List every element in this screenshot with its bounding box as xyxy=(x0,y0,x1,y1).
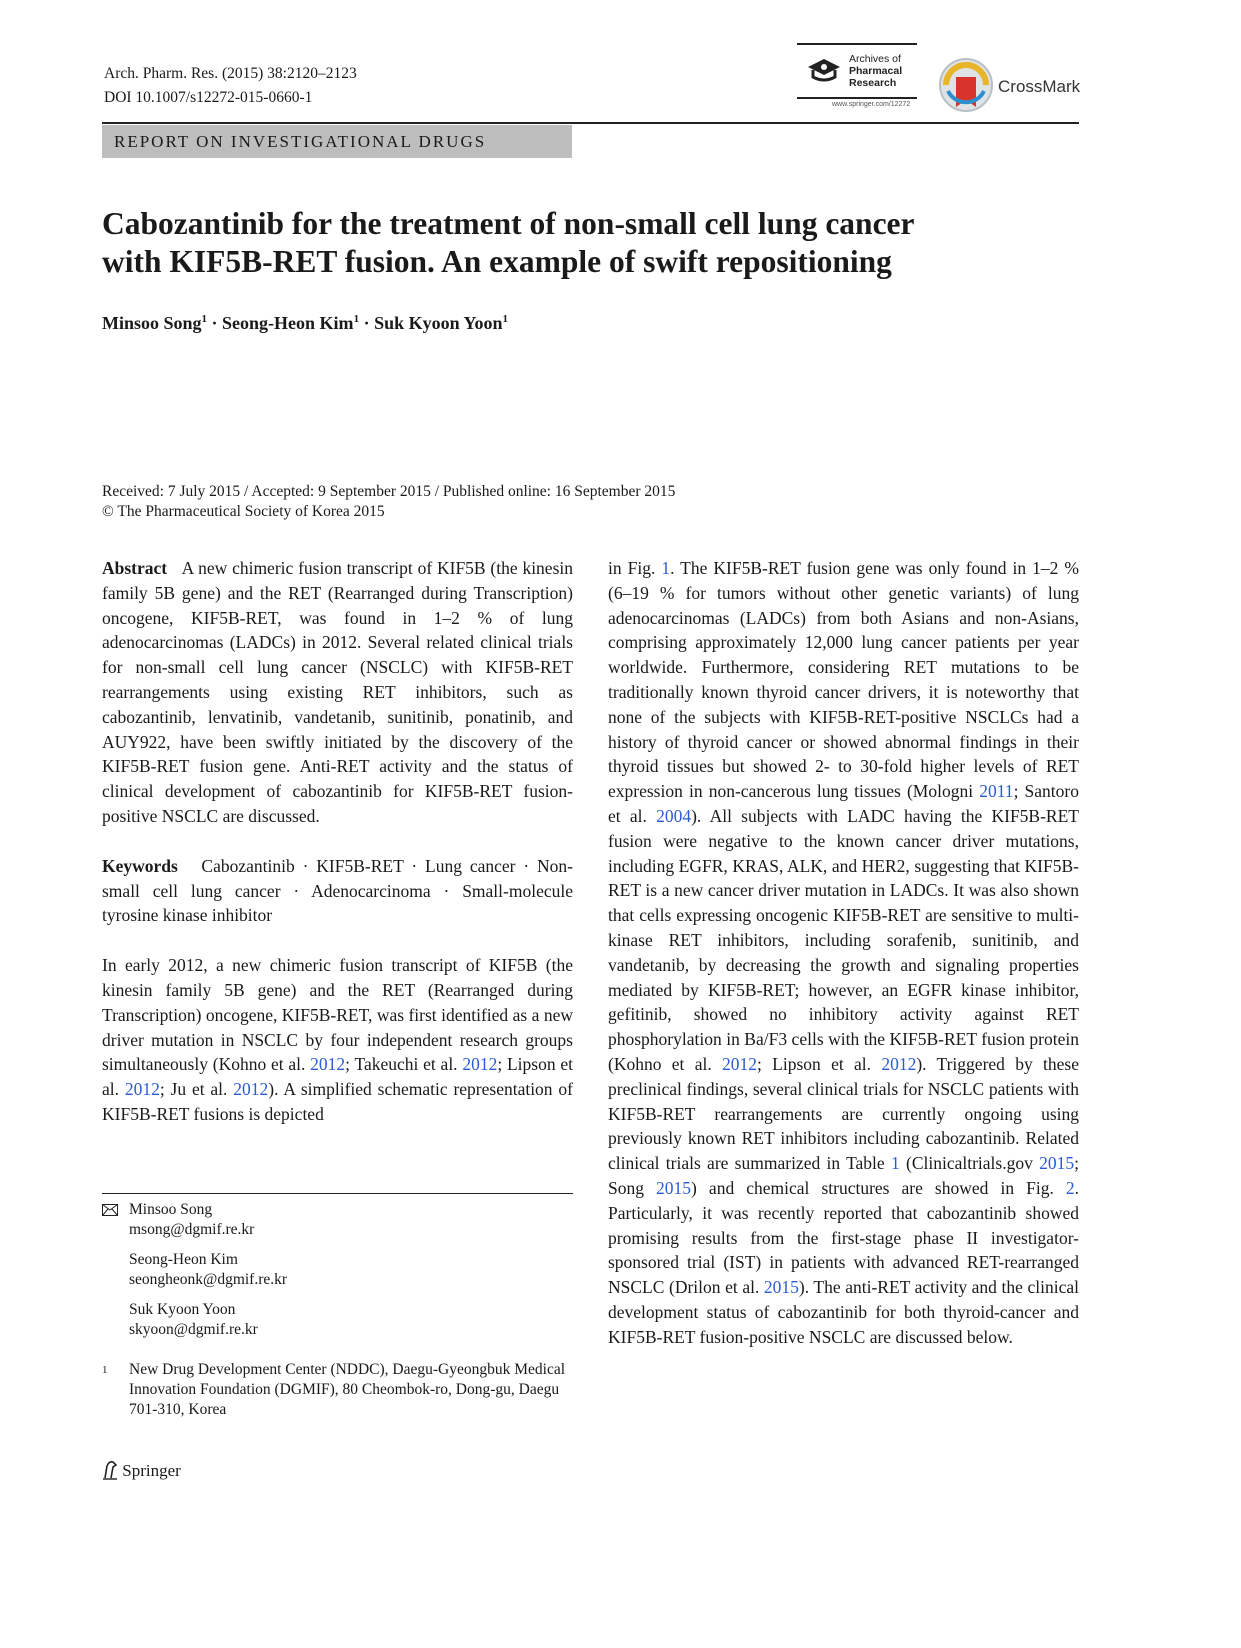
contact-email[interactable]: msong@dgmif.re.kr xyxy=(129,1221,255,1238)
citation-link[interactable]: 2015 xyxy=(763,1277,799,1298)
citation-link[interactable]: 2015 xyxy=(656,1177,692,1198)
section-tag: REPORT ON INVESTIGATIONAL DRUGS xyxy=(102,125,572,158)
body-paragraph: in Fig. 1. The KIF5B-RET fusion gene was only found in 1–2 % (6–19 % for tumors without other genetic variants) of lung adenocarcinomas (LADCs) from both Asians and non-Asians, comprising approximately 12,000 lung cancer patients per year worldwide. Furthermore, considering RET mutations to be traditionally known thyroid cancer drivers, it is noteworthy that none of the subjects with KIF5B-RET-positive NSCLCs had a history of thyroid cancer or showed abnormal findings in their thyroid tissues but showed 2- to 30-fold higher levels of RET expression in non-cancerous lung tissues (Mologni 2011; Santoro et al. 2004). All subjects with LADC having the KIF5B-RET fusion were negative to the known cancer driver mutations, including EGFR, KRAS, ALK, and HER2, suggesting that KIF5B-RET is a new cancer driver mutation in LADCs. It was also shown that cells expressing oncogenic KIF5B-RET are sensitive to multi-kinase RET inhibitors, including sorafenib, sunitinib, and vandetanib, by decreasing the growth and signaling properties mediated by KIF5B-RET; however, an EGFR kinase inhibitor, gefitinib, showed no inhibitory activity against RET phosphorylation in Ba/F3 cells with the KIF5B-RET fusion protein (Kohno et al. 2012; Lipson et al. 2012). Triggered by these preclinical findings, several clinical trials for NSCLC patients with KIF5B-RET rearrangements are currently ongoing using previously known RET inhibitors including cabozantinib. Related clinical trials are summarized in Table 1 (Clinicaltrials.gov 2015; Song 2015) and chemical structures are showed in Fig. 2. Particularly, it was recently reported that cabozantinib showed promising results from the first-stage phase II investigator-sponsored trial (IST) in patients with advanced RET-rearranged NSCLC (Drilon et al. 2015). The anti-RET activity and the clinical development status of cabozantinib for both thyroid-cancer and KIF5B-RET fusion-positive NSCLC are discussed below. xyxy=(608,558,1080,1347)
journal-logo-line1: Archives of xyxy=(849,53,901,65)
contact-list xyxy=(102,1200,287,1350)
citation-link[interactable]: 2012 xyxy=(462,1054,498,1075)
footnote-rule xyxy=(102,1193,573,1194)
author-list: Minsoo Song$^1$ · Seong-Heon Kim$^1$ · Suk Kyoon Yoon$^1$ xyxy=(102,313,508,333)
keywords-label: Keywords xyxy=(102,855,178,876)
citation-link[interactable]: 2004 xyxy=(656,805,692,826)
abstract-text: A new chimeric fusion transcript of KIF5B (the kinesin family 5B gene) and the RET (Rearranged during Transcription) oncogene, KIF5B-RET, was found in 1–2 % of lung adenocarcinomas (LADCs) in 2012. Several related clinical trials for non-small cell lung cancer (NSCLC) with KIF5B-RET rearrangements using existing RET inhibitors, such as cabozantinib, lenvatinib, vandetanib, sunitinib, ponatinib, and AUY922, have been swiftly initiated by the discovery of the KIF5B-RET fusion gene. Anti-RET activity and the status of clinical development of cabozantinib for KIF5B-RET fusion-positive NSCLC are discussed. xyxy=(102,558,573,826)
figure-link[interactable]: 1 xyxy=(661,558,671,578)
contact-name: Seong-Heon Kim xyxy=(129,1251,238,1268)
citation-block xyxy=(104,62,357,110)
author-affiliation-mark: 1 xyxy=(353,313,360,325)
author-name[interactable]: Minsoo Song xyxy=(102,313,202,333)
doi[interactable]: DOI 10.1007/s12272-015-0660-1 xyxy=(104,89,313,106)
citation-link[interactable]: 2012 xyxy=(124,1079,160,1100)
title-line-1: Cabozantinib for the treatment of non-small cell lung cancer xyxy=(102,206,915,241)
book-icon xyxy=(805,55,843,85)
abstract-label: Abstract xyxy=(102,558,168,578)
affiliation-number: 1 xyxy=(102,1364,108,1376)
contact-entry xyxy=(102,1300,287,1340)
header-rule xyxy=(102,122,1079,124)
journal-citation: Arch. Pharm. Res. (2015) 38:2120–2123 xyxy=(104,65,357,82)
contact-email[interactable]: seongheonk@dgmif.re.kr xyxy=(129,1271,288,1288)
received-dates: Received: 7 July 2015 / Accepted: 9 September 2015 / Published online: 16 September 2015 xyxy=(102,483,676,500)
journal-logo-line2: Pharmacal xyxy=(849,65,903,77)
contact-email[interactable]: skyoon@dgmif.re.kr xyxy=(129,1321,258,1338)
citation-link[interactable]: 2015 xyxy=(1039,1153,1075,1174)
citation-link[interactable]: 2011 xyxy=(979,781,1014,802)
citation-link[interactable]: 2012 xyxy=(722,1053,758,1074)
journal-logo[interactable] xyxy=(797,43,917,113)
author-affiliation-mark: 1 xyxy=(502,313,508,325)
affiliation-text: New Drug Development Center (NDDC), Daegu-Gyeongbuk Medical Innovation Foundation (DGMIF), 80 Cheombok-ro, Dong-gu, Daegu 701-310, Korea xyxy=(129,1361,566,1418)
crossmark-badge[interactable] xyxy=(938,57,1081,113)
abstract xyxy=(102,556,573,829)
table-link[interactable]: 1 xyxy=(890,1153,900,1174)
contact-entry xyxy=(102,1250,287,1290)
intro-paragraph: In early 2012, a new chimeric fusion transcript of KIF5B (the kinesin family 5B gene) and the RET (Rearranged during Transcription) oncogene, KIF5B-RET, was first identified as a new driver mutation in NSCLC by four independent research groups simultaneously (Kohno et al. 2012; Takeuchi et al. 2012; Lipson et al. 2012; Ju et al. 2012). A simplified schematic representation of KIF5B-RET fusions is depicted xyxy=(102,955,573,1124)
crossmark-label: CrossMark xyxy=(998,77,1081,96)
article-title xyxy=(102,205,1062,281)
publication-dates xyxy=(102,482,675,522)
keywords xyxy=(102,854,573,928)
envelope-icon xyxy=(102,1204,118,1216)
affiliation-footnote xyxy=(102,1360,572,1420)
figure-link[interactable]: 2 xyxy=(1065,1177,1075,1198)
contact-name: Minsoo Song xyxy=(129,1201,213,1218)
contact-name: Suk Kyoon Yoon xyxy=(129,1301,236,1318)
journal-logo-line3: Research xyxy=(849,77,897,89)
author-name[interactable]: Seong-Heon Kim xyxy=(222,313,354,333)
author-name[interactable]: Suk Kyoon Yoon xyxy=(374,313,503,333)
copyright: © The Pharmaceutical Society of Korea 2015 xyxy=(102,503,385,520)
right-column xyxy=(608,556,1079,1350)
citation-link[interactable]: 2012 xyxy=(233,1079,269,1100)
springer-horse-icon xyxy=(102,1460,118,1480)
crossmark-icon xyxy=(938,57,994,113)
publisher-footer[interactable] xyxy=(102,1460,181,1481)
citation-link[interactable]: 2012 xyxy=(310,1054,346,1075)
left-column xyxy=(102,556,573,1127)
title-line-2: with KIF5B-RET fusion. An example of swift repositioning xyxy=(102,244,892,279)
publisher-name: Springer xyxy=(122,1461,181,1480)
journal-url[interactable]: www.springer.com/12272 xyxy=(832,101,911,108)
keywords-text: Cabozantinib · KIF5B-RET · Lung cancer · Non-small cell lung cancer · Adenocarcinoma · Small-molecule tyrosine kinase inhibitor xyxy=(102,855,573,926)
contact-entry xyxy=(102,1200,287,1240)
citation-link[interactable]: 2012 xyxy=(881,1053,917,1074)
author-affiliation-mark: 1 xyxy=(201,313,208,325)
